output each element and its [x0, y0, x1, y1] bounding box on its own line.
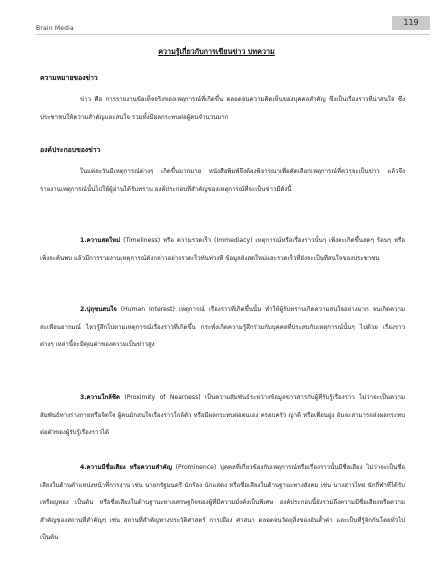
paragraph-elements-intro: ในแต่ละวันมีเหตุการณ์ต่างๆ เกิดขึ้นมากมาย หนังสือพิมพ์จึงต้องพิจารณาเพื่อคัดเลือกเหตุการณ์ที่ควรจะเป็นข่าว แล้วจึงรายงานเหตุการณ์นั้นไปให้ผู้อ่านได้รับทราบ องค์ประกอบที่สำคัญของเหตุการณ์ที่จะเป็นข่าวมีดังนี้	[40, 168, 405, 193]
document-title: ความรู้เกี่ยวกับการเขียนข่าว บทความ	[158, 47, 275, 56]
list-item-timeliness	[40, 232, 405, 267]
item-text: (Proximity of Nearness) เป็นความสัมพันธ์ระหว่างข้อมูลข่าวสารกับผู้ที่รับรู้เรื่องราว ไม่ว่าจะเป็นความสัมพันธ์ทางร่างกายหรือจิตใจ ผู้คนมักสนใจเรื่องราวใกล้ตัว หรือมีผลกระทบต่อตนเอง ครอบครัว ญาติ หรือเพื่อนฝูง อันจะสามารถส่งผลกระทบต่อตัวของผู้รับรู้เรื่องราวได้	[40, 394, 405, 436]
item-label: 3.ความใกล้ชิด	[80, 394, 120, 401]
brand-name: Brain Media	[36, 25, 74, 32]
header-divider	[36, 34, 430, 35]
item-label: 1.ความสดใหม่	[80, 237, 121, 244]
item-label: 2.ปุถุชนสนใจ	[80, 306, 117, 313]
list-item-proximity	[40, 389, 405, 442]
section-heading-elements: องค์ประกอบของข่าว	[40, 146, 101, 154]
item-text: (Human Interest) เหตุการณ์ เรื่องราวที่เกิดขึ้นนั้น ทำให้ผู้รับทราบเกิดความสนใจอย่างมาก จนเกิดความสะเทือนอารมณ์ ไหวรู้สึกไปตามเหตุการณ์เรื่องราวที่เกิดขึ้น กระทั่งเกิดความรู้สึกร่วมกับบุคคลที่ประสบกับเหตุการณ์นั้นๆ ไปด้วย เรื่องราวต่างๆ เหล่านี้จะมีคุณค่าของความเป็นข่าวสูง	[40, 306, 405, 348]
paragraph-meaning: ข่าว คือ การรายงานข้อเท็จจริงของเหตุการณ์ที่เกิดขึ้น ตลอดจนความคิดเห็นของบุคคลสำคัญ ซึ่งเป็นเรื่องราวที่น่าสนใจ ซึ่งประชาชนให้ความสำคัญและสนใจ รวมทั้งมีผลกระทบต่อผู้คนจำนวนมาก	[40, 96, 405, 121]
item-label: 4.ความมีชื่อเสียง หรือความสำคัญ	[80, 464, 172, 471]
list-item-prominence	[40, 459, 405, 547]
item-text: (Timeliness) หรือ ความรวดเร็ว (Immediacy) เหตุการณ์หรือเรื่องราวนั้นๆ เพิ่งจะเกิดขึ้นสดๆ ร้อนๆ หรือเพิ่งจะค้นพบ แล้วมีการรายงานเหตุการณ์ดังกล่าวอย่างรวดเร็วทันท่วงที ข้อมูลยังสดใหม่และรวดเร็วที่ยังจะเป็นที่สนใจของประชาชน	[40, 237, 405, 262]
page-number: 119	[403, 18, 419, 27]
section-heading-meaning: ความหมายของข่าว	[40, 74, 98, 82]
item-text: (Prominence) บุคคลที่เกี่ยวข้องกับเหตุการณ์หรือเรื่องราวนั้นมีชื่อเสียง ไม่ว่าจะเป็นชื่อเสียงในด้านตำแหน่งหน้าที่การงาน เช่น นายกรัฐมนตรี นักร้อง นักแสดง หรือชื่อเสียงในด้านฐานะทางสังคม เช่น นางสาวไทย นักกีฬาที่ได้รับเหรียญทอง เป็นต้น หรือชื่อเสียงในด้านฐานะทางเศรษฐกิจของผู้ที่มีความมั่งคั่งเป็นพิเศษ องค์ประกอบนี้ยังรวมถึงความมีชื่อเสียงหรือความสำคัญของสถานที่สำคัญๆ เช่น สถานที่สำคัญทางประวัติศาสตร์ การเมือง ศาสนา ตลอดจนวัตถุสิ่งของอันล้ำค่า และเป็นที่รู้จักกันโดยทั่วไป เป็นต้น	[40, 464, 405, 541]
list-item-human-interest	[40, 301, 405, 354]
